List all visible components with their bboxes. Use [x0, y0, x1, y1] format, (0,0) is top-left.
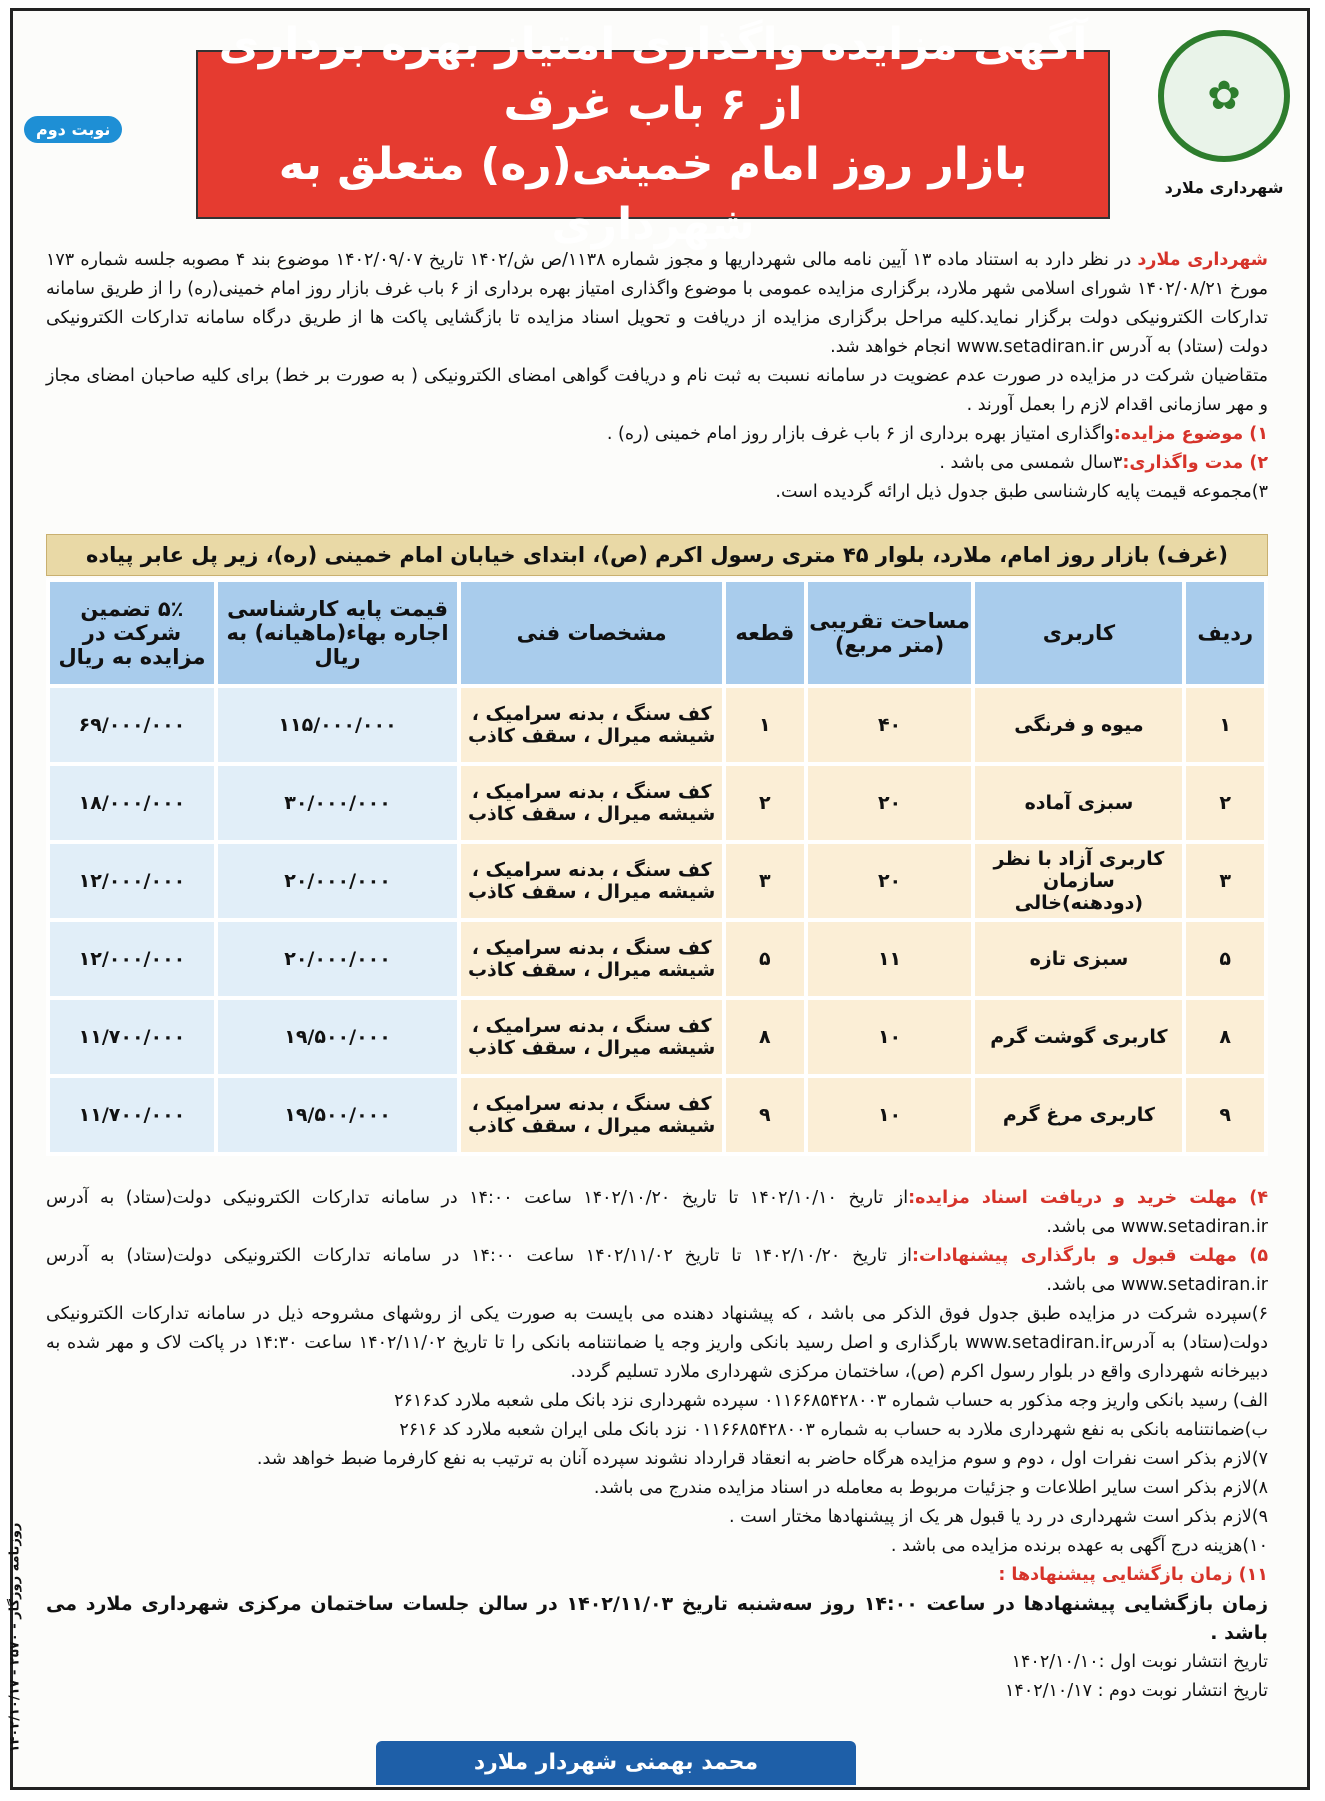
notice-title: [196, 18, 1110, 250]
item-1-text: واگذاری امتیاز بهره برداری از ۶ باب غرف بازار روز امام خمینی (ره) .: [606, 424, 1114, 444]
item-2: [46, 449, 1268, 478]
cell-specs: کف سنگ ، بدنه سرامیک ، شیشه میرال ، سقف کاذب: [461, 844, 722, 918]
item-6-a: الف) رسید بانکی واریز وجه مذکور به حساب شماره ۰۱۱۶۶۸۵۴۲۸۰۰۳ سپرده شهرداری نزد بانک ملی شعبه ملارد کد۲۶۱۶: [394, 1391, 1268, 1411]
title-line-1: آگهی مزایده واگذاری امتیاز بهره برداری از ۶ باب غرف: [218, 18, 1088, 130]
header-specs: مشخصات فنی: [461, 582, 722, 684]
cell-base-price: ۱۹/۵۰۰/۰۰۰: [218, 1078, 457, 1152]
table-header-row: [50, 582, 1264, 684]
publish-date-2: تاریخ انتشار نوبت دوم : ۱۴۰۲/۱۰/۱۷: [1005, 1681, 1268, 1701]
item-5: [46, 1242, 1268, 1300]
org-name: شهرداری ملارد: [1137, 250, 1268, 270]
cell-plot: ۸: [726, 1000, 804, 1074]
item-4-text: از تاریخ ۱۴۰۲/۱۰/۱۰ تا تاریخ ۱۴۰۲/۱۰/۲۰ ساعت ۱۴:۰۰ در سامانه تدارکات الکترونیکی دولت(ستاد) به آدرس www.setadiran.ir می باشد.: [46, 1188, 1268, 1237]
cell-base-price: ۱۹/۵۰۰/۰۰۰: [218, 1000, 457, 1074]
cell-row-number: ۵: [1186, 922, 1264, 996]
cell-area: ۱۰: [808, 1000, 972, 1074]
item-9: ۹)لازم بذکر است شهرداری در رد یا قبول هر یک از پیشنهادها مختار است .: [729, 1507, 1268, 1527]
side-strip: [0, 1522, 30, 1780]
item-5-label: ۵) مهلت قبول و بارگذاری پیشنهادات:: [912, 1246, 1268, 1266]
item-11-text: زمان بازگشایی پیشنهادها در ساعت ۱۴:۰۰ روز سه‌شنبه تاریخ ۱۴۰۲/۱۱/۰۳ در سالن جلسات ساختمان مرکزی شهرداری ملارد می باشد .: [46, 1593, 1269, 1644]
table-row: [50, 766, 1264, 840]
cell-deposit: ۱۱/۷۰۰/۰۰۰: [50, 1000, 214, 1074]
cell-area: ۴۰: [808, 688, 972, 762]
item-2-text: ۳سال شمسی می باشد .: [939, 453, 1123, 473]
pricing-table: [46, 578, 1268, 1156]
table-row: [50, 922, 1264, 996]
cell-usage: سبزی تازه: [975, 922, 1182, 996]
cell-usage: کاربری مرغ گرم: [975, 1078, 1182, 1152]
intro-section: [46, 246, 1268, 507]
cell-base-price: ۲۰/۰۰۰/۰۰۰: [218, 922, 457, 996]
header-area: مساحت تقریبی (متر مربع): [808, 582, 972, 684]
cell-usage: کاربری گوشت گرم: [975, 1000, 1182, 1074]
table-row: [50, 844, 1264, 918]
signature-banner: محمد بهمنی شهردار ملارد: [376, 1741, 856, 1785]
item-5-text: از تاریخ ۱۴۰۲/۱۰/۲۰ تا تاریخ ۱۴۰۲/۱۱/۰۲ ساعت ۱۴:۰۰ در سامانه تدارکات الکترونیکی دولت(ستاد) به آدرس www.setadiran.ir می باشد.: [46, 1246, 1268, 1295]
cell-plot: ۳: [726, 844, 804, 918]
header-usage: کاربری: [975, 582, 1182, 684]
item-6-b: ب)ضمانتنامه بانکی به نفع شهرداری ملارد به حساب به شماره ۰۱۱۶۶۸۵۴۲۸۰۰۳ نزد بانک ملی ایران شعبه ملارد کد ۲۶۱۶: [399, 1420, 1268, 1440]
table-caption: (غرف) بازار روز امام، ملارد، بلوار ۴۵ متری رسول اکرم (ص)، ابتدای خیابان امام خمینی (ره)، زیر پل عابر پیاده: [46, 534, 1268, 576]
item-4-label: ۴) مهلت خرید و دریافت اسناد مزایده:: [908, 1188, 1268, 1208]
item-7: ۷)لازم بذکر است نفرات اول ، دوم و سوم مزایده هرگاه حاضر به انعقاد قرارداد نشوند سپرده آنان به ترتیب به نفع کارفرما ضبط خواهد شد.: [256, 1449, 1268, 1469]
pricing-table-wrapper: [46, 534, 1268, 1156]
cell-plot: ۲: [726, 766, 804, 840]
cell-deposit: ۱۲/۰۰۰/۰۰۰: [50, 844, 214, 918]
terms-section: [46, 1184, 1268, 1706]
cell-specs: کف سنگ ، بدنه سرامیک ، شیشه میرال ، سقف کاذب: [461, 1000, 722, 1074]
cell-row-number: ۲: [1186, 766, 1264, 840]
table-row: [50, 1000, 1264, 1074]
item-2-label: ۲) مدت واگذاری:: [1122, 453, 1268, 473]
cell-deposit: ۱۲/۰۰۰/۰۰۰: [50, 922, 214, 996]
item-10: ۱۰)هزینه درج آگهی به عهده برنده مزایده می باشد .: [890, 1536, 1268, 1556]
cell-specs: کف سنگ ، بدنه سرامیک ، شیشه میرال ، سقف کاذب: [461, 766, 722, 840]
cell-row-number: ۸: [1186, 1000, 1264, 1074]
intro-paragraph-2: متقاضیان شرکت در مزایده در صورت عدم عضویت در سامانه نسبت به ثبت نام و دریافت گواهی امضای الکترونیکی ( به صورت بر خط) برای کلیه صاحبان امضای مجاز و مهر سازمانی اقدام لازم را بعمل آورند .: [46, 366, 1268, 415]
cell-area: ۱۰: [808, 1078, 972, 1152]
cell-usage: کاربری آزاد با نظر سازمان (دودهنه)خالی: [975, 844, 1182, 918]
cell-specs: کف سنگ ، بدنه سرامیک ، شیشه میرال ، سقف کاذب: [461, 922, 722, 996]
cell-area: ۲۰: [808, 844, 972, 918]
item-11-label: ۱۱) زمان بازگشایی پیشنهادها :: [998, 1565, 1268, 1585]
cell-base-price: ۲۰/۰۰۰/۰۰۰: [218, 844, 457, 918]
cell-specs: کف سنگ ، بدنه سرامیک ، شیشه میرال ، سقف کاذب: [461, 1078, 722, 1152]
cell-row-number: ۱: [1186, 688, 1264, 762]
publish-date-1: تاریخ انتشار نوبت اول :۱۴۰۲/۱۰/۱۰: [1011, 1652, 1268, 1672]
cell-plot: ۱: [726, 688, 804, 762]
cell-plot: ۵: [726, 922, 804, 996]
item-1-label: ۱) موضوع مزایده:: [1113, 424, 1268, 444]
table-row: [50, 688, 1264, 762]
intro-paragraph: [46, 246, 1268, 362]
cell-plot: ۹: [726, 1078, 804, 1152]
cell-row-number: ۳: [1186, 844, 1264, 918]
cell-usage: سبزی آماده: [975, 766, 1182, 840]
cell-area: ۲۰: [808, 766, 972, 840]
intro-text: در نظر دارد به استناد ماده ۱۳ آیین نامه مالی شهرداریها و مجوز شماره ۱۱۳۸/ص ش/۱۴۰۲ تاریخ ۱۴۰۲/۰۹/۰۷ موضوع بند ۴ مصوبه جلسه شماره ۱۷۳ مورخ ۱۴۰۲/۰۸/۲۱ شورای اسلامی شهر ملارد، برگزاری مزایده عمومی با موضوع واگذاری امتیاز بهره برداری از ۶ باب غرف بازار روز امام خمینی(ره) را از طریق سامانه تدارکات الکترونیکی دولت برگزار نماید.کلیه مراحل برگزاری مزایده از دریافت و تحویل اسناد مزایده تا بازگشایی پاکت ها از طریق درگاه سامانه تدارکات الکترونیکی دولت (ستاد) به آدرس www.setadiran.ir انجام خواهد شد.: [46, 250, 1268, 357]
cell-specs: کف سنگ ، بدنه سرامیک ، شیشه میرال ، سقف کاذب: [461, 688, 722, 762]
header-row-number: ردیف: [1186, 582, 1264, 684]
cell-base-price: ۳۰/۰۰۰/۰۰۰: [218, 766, 457, 840]
cell-base-price: ۱۱۵/۰۰۰/۰۰۰: [218, 688, 457, 762]
edition-badge: نوبت دوم: [24, 116, 122, 143]
logo-caption: شهرداری ملارد: [1164, 178, 1284, 197]
table-row: [50, 1078, 1264, 1152]
item-4: [46, 1184, 1268, 1242]
cell-deposit: ۶۹/۰۰۰/۰۰۰: [50, 688, 214, 762]
item-1: [46, 420, 1268, 449]
header-base-price: قیمت پایه کارشناسی اجاره بهاء(ماهیانه) به ریال: [218, 582, 457, 684]
header-plot: قطعه: [726, 582, 804, 684]
cell-usage: میوه و فرنگی: [975, 688, 1182, 762]
cell-row-number: ۹: [1186, 1078, 1264, 1152]
item-3: ۳)مجموعه قیمت پایه کارشناسی طبق جدول ذیل ارائه گردیده است.: [775, 482, 1268, 502]
cell-area: ۱۱: [808, 922, 972, 996]
municipality-logo: [1149, 30, 1299, 210]
item-6: ۶)سپرده شرکت در مزایده طبق جدول فوق الذکر می باشد ، که پیشنهاد دهنده می بایست به صورت یکی از روشهای مشروحه ذیل در سامانه تدارکات الکترونیکی دولت(ستاد) به آدرسwww.setadiran.ir بارگذاری و اصل رسید بانکی واریز وجه یا ضمانتنامه بانکی را تا تاریخ ۱۴۰۲/۱۱/۰۲ ساعت ۱۴:۳۰ در پاکت لاک و مهر شده به دبیرخانه شهرداری واقع در بلوار رسول اکرم (ص)، ساختمان مرکزی شهرداری ملارد تسلیم گردد.: [46, 1304, 1268, 1382]
item-8: ۸)لازم بذکر است سایر اطلاعات و جزئیات مربوط به معامله در اسناد مزایده مندرج می باشد.: [593, 1478, 1268, 1498]
header-deposit: ۵٪ تضمین شرکت در مزایده به ریال: [50, 582, 214, 684]
title-line-2: بازار روز امام خمینی(ره) متعلق به شهرداری: [278, 138, 1028, 250]
cell-deposit: ۱۱/۷۰۰/۰۰۰: [50, 1078, 214, 1152]
side-text: روزنامه روزگار - ۲۵۷۰ - ۱۴۰۲/۱۰/۱۷: [7, 1522, 23, 1753]
logo-emblem-icon: ✿: [1158, 30, 1290, 162]
cell-deposit: ۱۸/۰۰۰/۰۰۰: [50, 766, 214, 840]
